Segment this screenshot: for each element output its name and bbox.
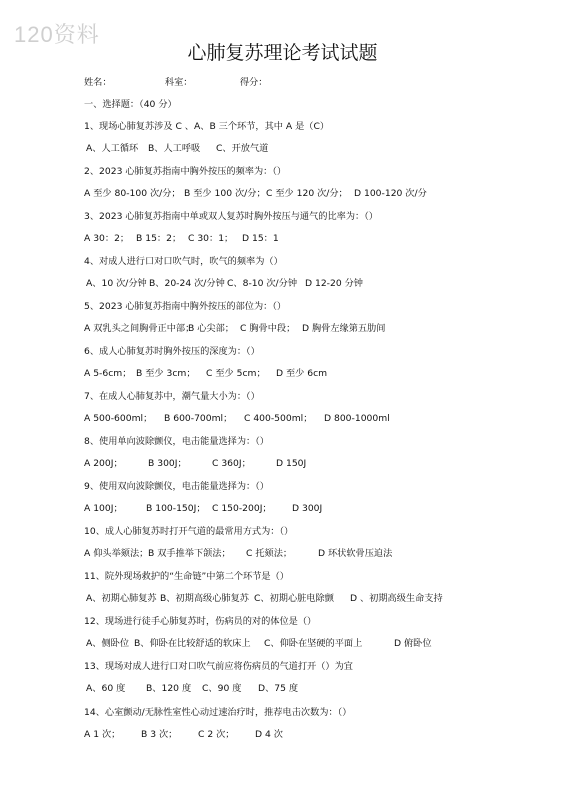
options-row [84,548,392,560]
question-text: 7、在成人心肺复苏中，潮气量大小为：（） [84,391,260,402]
option-item: C 30：1； [188,233,234,244]
option-item: D 12-20 分钟 [305,278,363,289]
option-item: A、人工循环 [86,143,139,154]
option-item: C 托颏法； [246,548,293,559]
option-item: C 2 次； [198,729,235,740]
question-text: 6、成人心肺复苏时胸外按压的深度为：（） [84,346,260,357]
watermark: 120资料 [14,22,100,47]
question-text: 2、2023 心肺复苏指南中胸外按压的频率为：（） [84,166,287,177]
question-text: 5、2023 心肺复苏指南中胸外按压的部位为：（） [84,301,287,312]
option-item: D 15：1 [242,233,279,244]
option-item: B 至少 3cm； [136,368,196,379]
option-item: A、侧卧位 [86,638,130,649]
question-text: 9、使用双向波除颤仪，电击能量选择为：（） [84,481,269,492]
option-item: C 360J； [212,458,251,469]
option-item: A 仰头举颏法； [84,548,149,559]
option-item: D 4 次 [255,729,283,740]
option-item: A 100J； [84,503,123,514]
section-heading: 一、选择题：（40 分） [84,99,177,110]
option-item: A 双乳头之间胸骨正中部； [84,323,195,334]
option-item: C、初期心脏电除颤 [254,593,334,604]
options-row [86,593,443,605]
option-item: B 600-700ml； [164,413,233,424]
option-item: C、8-10 次/分钟 [227,278,298,289]
option-item: B、初期高级心肺复苏 [160,593,249,604]
options-row [84,503,322,515]
score-label: 得分： [239,77,268,88]
option-item: A 200J； [84,458,123,469]
option-item: A、初期心肺复苏 [86,593,157,604]
option-item: D 俯卧位 [394,638,432,649]
option-item: C、仰卧在坚硬的平面上 [264,638,363,649]
option-item: B 至少 100 次/分； [184,188,266,199]
question-text: 12、现场进行徒手心肺复苏时，伤病员的对的体位是（） [84,616,317,627]
option-item: C 150-200J； [212,503,272,514]
dept-label: 科室： [164,77,193,88]
options-row [84,368,327,380]
question-text: 4、对成人进行口对口吹气时，吹气的频率为（） [84,256,283,267]
option-item: A 5-6cm； [84,368,132,379]
options-row [84,323,386,335]
option-item: D 150J [276,458,307,469]
option-item: B、120 度 [146,683,192,694]
options-row [84,458,306,470]
options-row [84,413,390,425]
question-text: 8、使用单向波除颤仪，电击能量选择为：（） [84,436,269,447]
option-item: D 800-1000ml [324,413,390,424]
option-item: A 1 次； [84,729,121,740]
options-row [84,233,279,245]
info-row [84,77,267,89]
option-item: D 300J [292,503,323,514]
page-title: 心肺复苏理论考试试题 [187,42,378,64]
question-text: 10、成人心肺复苏时打开气道的最常用方式为：（） [84,526,294,537]
option-item: C 至少 120 次/分； [266,188,348,199]
question-text: 3、2023 心肺复苏指南中单或双人复苏时胸外按压与通气的比率为：（） [84,211,378,222]
option-item: B 100-150J； [146,503,206,514]
option-item: D 环状软骨压迫法 [318,548,393,559]
options-row [86,638,432,650]
option-item: D 、初期高级生命支持 [350,593,443,604]
option-item: D、75 度 [258,683,299,694]
option-item: B 心尖部； [188,323,234,334]
options-row [86,278,363,290]
option-item: C、开放气道 [216,143,269,154]
option-item: C 至少 5cm； [206,368,266,379]
option-item: C 胸骨中段； [240,323,296,334]
option-item: B、20-24 次/分钟 [149,278,225,289]
question-text: 1、现场心肺复苏涉及 C 、A、B 三个环节，其中 A 是（C） [84,121,330,132]
options-row [84,188,427,200]
option-item: C 400-500ml； [244,413,313,424]
option-item: B 双手推举下颌法； [148,548,231,559]
option-item: A、60 度 [86,683,126,694]
question-text: 13、现场对成人进行口对口吹气前应将伤病员的气道打开（）为宜 [84,661,353,672]
options-row [86,683,298,695]
option-item: D 至少 6cm [276,368,328,379]
option-item: B 300J； [148,458,187,469]
question-text: 11、院外现场救护的“生命链”中第二个环节是（） [84,571,289,582]
option-item: C、90 度 [202,683,242,694]
name-label: 姓名： [84,77,112,88]
options-row [84,729,283,741]
option-item: B 15：2； [136,233,182,244]
option-item: A 至少 80-100 次/分； [84,188,181,199]
option-item: B 3 次； [141,729,178,740]
option-item: B、仰卧在比较舒适的软床上 [134,638,251,649]
option-item: A 30：2； [84,233,130,244]
options-row [86,143,268,155]
option-item: B、人工呼吸 [148,143,201,154]
option-item: D 胸骨左缘第五肋间 [302,323,386,334]
option-item: A 500-600ml； [84,413,153,424]
question-text: 14、心室颤动/无脉性室性心动过速治疗时，推荐电击次数为：（） [84,707,352,718]
option-item: A、10 次/分钟 [86,278,147,289]
option-item: D 100-120 次/分 [354,188,427,199]
